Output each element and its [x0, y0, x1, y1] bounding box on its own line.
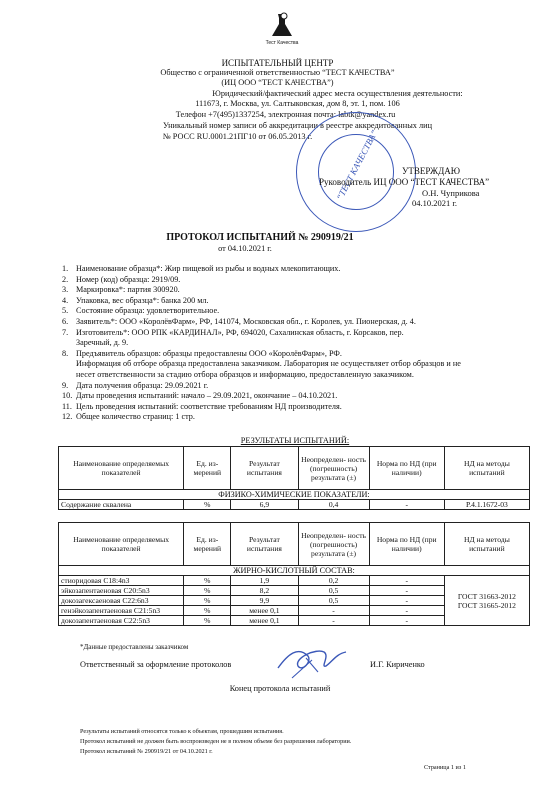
company-logo: [262, 10, 302, 50]
cell-result: менее 0,1: [231, 606, 298, 616]
list-item: 8. Предъявитель образцов: образцы предоставлены ООО «КоролёвФарм», РФ.: [62, 348, 342, 358]
method-line: ГОСТ 31665-2012: [457, 600, 516, 610]
list-item: 2. Номер (код) образца: 2919/09.: [62, 274, 181, 284]
cell-result: 1,9: [231, 576, 298, 586]
col-header-norm: Норма по НД (при наличии): [369, 523, 444, 566]
logo-caption: Тест Качества: [265, 40, 299, 46]
method-line: ГОСТ 31663-2012: [457, 591, 516, 601]
col-header-uncertainty: Неопределен- ность (погрешность) результата (±): [298, 523, 369, 566]
cell-name: докозагексаеновая С22:6n3: [59, 596, 184, 606]
flask-logo-icon: [262, 10, 302, 40]
accreditation-number: № РОСС RU.0001.21ПГ10 от 06.05.2013 г.: [162, 132, 313, 141]
cell-uncertainty: 0,2: [298, 576, 369, 586]
list-item: 10. Даты проведения испытаний: начало – 29.09.2021, окончание – 04.10.2021.: [62, 391, 338, 401]
list-item: 6. Заявитель*: ООО «КоролёвФарм», РФ, 141074, Московская обл., г. Королев, ул. Пионерская, д. 4.: [62, 316, 416, 326]
table-row: [59, 576, 530, 586]
col-header-result: Результат испытания: [231, 447, 298, 490]
col-header-unit: Ед. из- мерений: [184, 523, 231, 566]
cell-uncertainty: 0,5: [298, 596, 369, 606]
cell-unit: %: [184, 500, 231, 510]
list-item: 4. Упаковка, вес образца*: банка 200 мл.: [62, 295, 209, 305]
protocol-date: от 04.10.2021 г.: [218, 244, 272, 253]
end-of-protocol: Конец протокола испытаний: [229, 684, 331, 693]
responsible-name: И.Г. Кириченко: [370, 660, 425, 669]
col-header-method: НД на методы испытаний: [444, 523, 529, 566]
col-header-result: Результат испытания: [231, 523, 298, 566]
cell-method: Р.4.1.1672-03: [444, 500, 529, 510]
cell-method: [444, 576, 529, 626]
accreditation: Уникальный номер записи об аккредитации в реестре аккредитованных лиц: [162, 121, 433, 130]
cell-norm: -: [369, 596, 444, 606]
cell-uncertainty: -: [298, 606, 369, 616]
cell-norm: -: [369, 606, 444, 616]
list-item: 11. Цель проведения испытаний: соответствие требованиям НД производителя.: [62, 401, 342, 411]
list-item: 1. Наименование образца*: Жир пищевой из рыбы и водных млекопитающих.: [62, 264, 341, 273]
stamp-text: “ТЕСТ КАЧЕСТВА”: [334, 128, 380, 202]
cell-name: эйкозапентаеновая С20:5n3: [59, 586, 184, 596]
col-header-name: Наименование определяемых показателей: [59, 447, 184, 490]
list-item: Информация об отборе образца предоставлена заказчиком. Лаборатория не осуществляет отбор образцов и не: [76, 359, 461, 369]
approve-date: 04.10.2021 г.: [412, 198, 458, 208]
disclaimer-2: Протокол испытаний не должен быть воспроизведен не в полном объеме без разрешения лаборатории.: [80, 738, 352, 745]
approve-role: Руководитель ИЦ ООО “ТЕСТ КАЧЕСТВА”: [319, 177, 490, 187]
cell-result: 6,9: [231, 500, 298, 510]
cell-uncertainty: 0,4: [298, 500, 369, 510]
results-table-2: [58, 522, 530, 626]
list-item: Заречный, д. 9.: [76, 338, 129, 348]
org-line-2: (ИЦ ООО “ТЕСТ КАЧЕСТВА”): [221, 78, 334, 87]
cell-norm: -: [369, 500, 444, 510]
col-header-name: Наименование определяемых показателей: [59, 523, 184, 566]
cell-unit: %: [184, 576, 231, 586]
col-header-method: НД на методы испытаний: [444, 447, 529, 490]
org-line-1: Общество с ограниченной ответственностью “ТЕСТ КАЧЕСТВА”: [160, 68, 395, 77]
section-title: ЖИРНО-КИСЛОТНЫЙ СОСТАВ:: [59, 566, 530, 576]
cell-result: 9,9: [231, 596, 298, 606]
responsible-label: Ответственный за оформление протоколов: [80, 660, 232, 669]
section-title: ФИЗИКО-ХИМИЧЕСКИЕ ПОКАЗАТЕЛИ:: [59, 490, 530, 500]
results-table-1: [58, 446, 530, 510]
sample-info-list: [62, 264, 512, 423]
address: 111673, г. Москва, ул. Салтыковская, дом 8, эт. 1, пом. 106: [195, 99, 400, 108]
protocol-title: ПРОТОКОЛ ИСПЫТАНИЙ № 290919/21: [166, 232, 354, 243]
cell-norm: -: [369, 616, 444, 626]
cell-norm: -: [369, 576, 444, 586]
cell-uncertainty: 0,5: [298, 586, 369, 596]
approve-title: УТВЕРЖДАЮ: [402, 166, 461, 176]
cell-name: докозапентаеновая С22:5n3: [59, 616, 184, 626]
list-item: 5. Состояние образца: удовлетворительное.: [62, 306, 220, 316]
col-header-uncertainty: Неопределен- ность (погрешность) результата (±): [298, 447, 369, 490]
cell-unit: %: [184, 596, 231, 606]
signature-icon: [272, 638, 352, 682]
cell-result: 8,2: [231, 586, 298, 596]
contacts: Телефон +7(495)1337254, электронная почта: labtk@yandex.ru: [175, 110, 396, 119]
cell-name: Содержание сквалена: [59, 500, 184, 510]
page-number: Страница 1 из 1: [424, 764, 466, 771]
list-item: 9. Дата получения образца: 29.09.2021 г.: [62, 380, 209, 390]
lab-name: ИСПЫТАТЕЛЬНЫЙ ЦЕНТР: [221, 58, 334, 68]
cell-name: стиоридовая С18:4n3: [59, 576, 184, 586]
table-row: [59, 500, 530, 510]
cell-unit: %: [184, 586, 231, 596]
list-item: несет ответственности за стадию отбора образцов и информацию, предоставленную заказчиком.: [76, 369, 414, 379]
approve-name: О.Н. Чуприкова: [422, 188, 480, 198]
cell-unit: %: [184, 616, 231, 626]
col-header-norm: Норма по НД (при наличии): [369, 447, 444, 490]
disclaimer-3: Протокол испытаний № 290919/21 от 04.10.2021 г.: [80, 748, 213, 755]
cell-norm: -: [369, 586, 444, 596]
list-item: 12. Общее количество страниц: 1 стр.: [62, 412, 195, 422]
list-item: 7. Изготовитель*: ООО РПК «КАРДИНАЛ», РФ, 694020, Сахалинская область, г. Корсаков, пер.: [62, 327, 404, 337]
cell-name: генэйкозапентаеновая С21:5n3: [59, 606, 184, 616]
footnote: *Данные предоставлены заказчиком: [80, 643, 189, 651]
address-label: Юридический/фактический адрес места осуществления деятельности:: [212, 89, 463, 98]
cell-uncertainty: -: [298, 616, 369, 626]
cell-unit: %: [184, 606, 231, 616]
results-title: РЕЗУЛЬТАТЫ ИСПЫТАНИЙ:: [240, 436, 350, 445]
list-item: 3. Маркировка*: партия 300920.: [62, 285, 180, 295]
col-header-unit: Ед. из- мерений: [184, 447, 231, 490]
cell-result: менее 0,1: [231, 616, 298, 626]
disclaimer-1: Результаты испытаний относятся только к объектам, прошедшим испытания.: [80, 728, 284, 735]
